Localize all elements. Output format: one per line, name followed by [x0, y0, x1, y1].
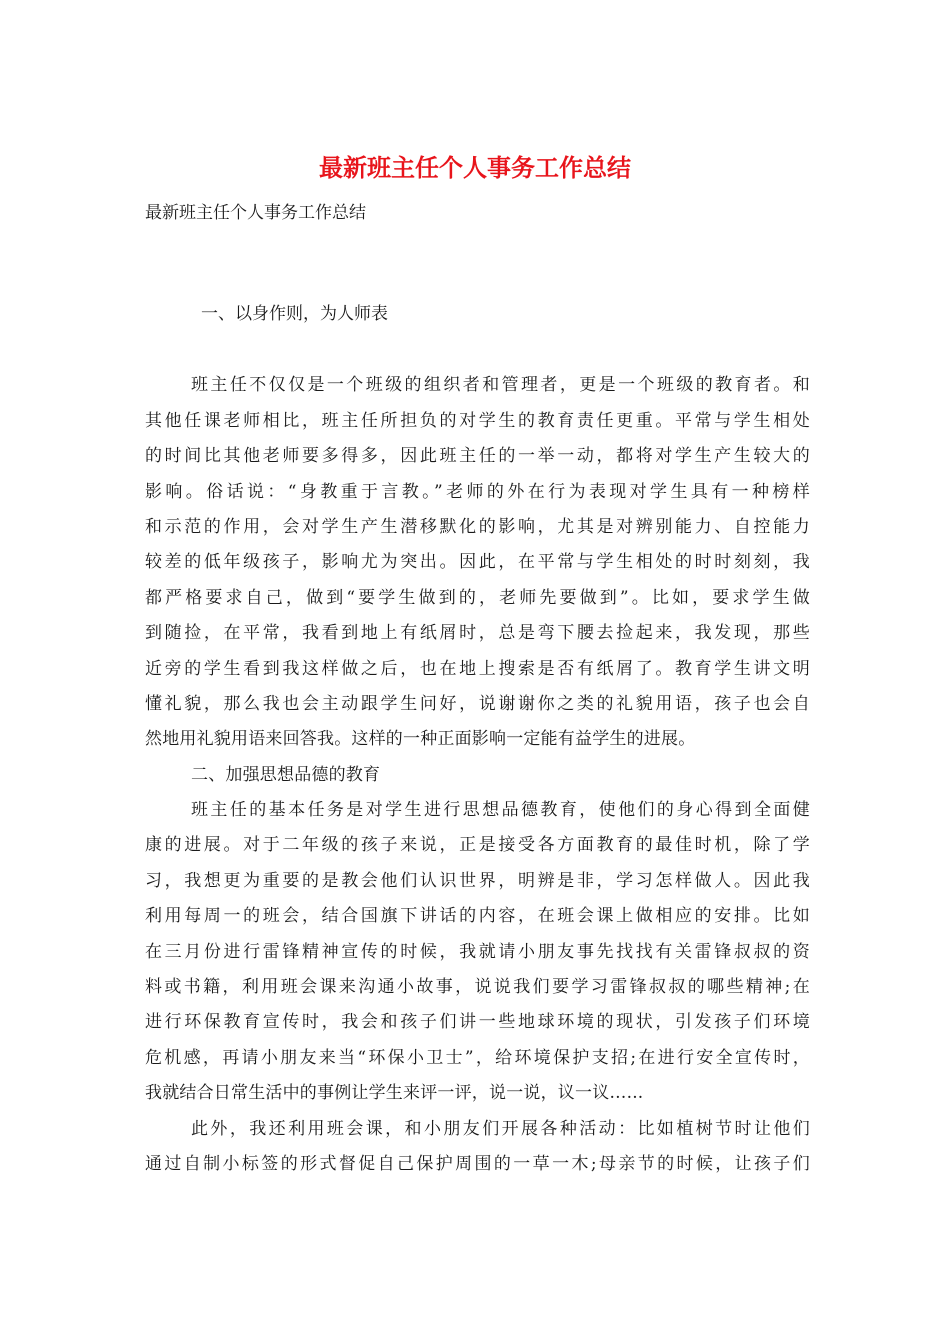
paragraph-line: 较差的低年级孩子，影响尤为突出。因此，在平常与学生相处的时时刻刻，我 — [145, 552, 810, 573]
paragraph-line: 都严格要求自己，做到“要学生做到的，老师先要做到”。比如，要求学生做 — [145, 587, 810, 608]
paragraph-line: 通过自制小标签的形式督促自己保护周围的一草一木;母亲节的时候，让孩子们 — [145, 1153, 810, 1174]
paragraph-line: 此外，我还利用班会课，和小朋友们开展各种活动：比如植树节时让他们 — [191, 1118, 810, 1139]
document-body — [145, 297, 810, 1182]
paragraph-line: 危机感，再请小朋友来当“环保小卫士”，给环境保护支招;在进行安全宣传时， — [145, 1047, 810, 1068]
paragraph-line: 影响。俗话说：“身教重于言教。”老师的外在行为表现对学生具有一种榜样 — [145, 481, 810, 502]
paragraph-line: 利用每周一的班会，结合国旗下讲话的内容，在班会课上做相应的安排。比如 — [145, 906, 810, 927]
paragraph-line: 到随捡，在平常，我看到地上有纸屑时，总是弯下腰去捡起来，我发现，那些 — [145, 623, 810, 644]
paragraph-line: 料或书籍，利用班会课来沟通小故事，说说我们要学习雷锋叔叔的哪些精神;在 — [145, 977, 810, 998]
paragraph-line: 班主任不仅仅是一个班级的组织者和管理者，更是一个班级的教育者。和 — [191, 375, 810, 396]
paragraph-line: 其他任课老师相比，班主任所担负的对学生的教育责任更重。平常与学生相处 — [145, 410, 810, 431]
section-heading-2: 二、加强思想品德的教育 — [191, 764, 381, 785]
document-subtitle: 最新班主任个人事务工作总结 — [145, 203, 366, 223]
paragraph-line: 班主任的基本任务是对学生进行思想品德教育，使他们的身心得到全面健 — [191, 800, 810, 821]
paragraph-line: 在三月份进行雷锋精神宣传的时候，我就请小朋友事先找找有关雷锋叔叔的资 — [145, 941, 810, 962]
paragraph-2 — [145, 793, 810, 1112]
paragraph-line: 进行环保教育宣传时，我会和孩子们讲一些地球环境的现状，引发孩子们环境 — [145, 1012, 810, 1033]
paragraph-line: 康的进展。对于二年级的孩子来说，正是接受各方面教育的最佳时机，除了学 — [145, 835, 810, 856]
paragraph-1 — [145, 368, 810, 757]
paragraph-line: 懂礼貌，那么我也会主动跟学生问好，说谢谢你之类的礼貌用语，孩子也会自 — [145, 693, 810, 714]
section-spacer — [145, 332, 810, 368]
paragraph-line: 近旁的学生看到我这样做之后，也在地上搜索是否有纸屑了。教育学生讲文明 — [145, 658, 810, 679]
paragraph-line: 我就结合日常生活中的事例让学生来评一评，说一说，议一议…... — [145, 1083, 644, 1104]
paragraph-line: 和示范的作用，会对学生产生潜移默化的影响，尤其是对辨别能力、自控能力 — [145, 516, 810, 537]
paragraph-line: 的时间比其他老师要多得多，因此班主任的一举一动，都将对学生产生较大的 — [145, 446, 810, 467]
section-heading-1: 一、以身作则，为人师表 — [201, 304, 388, 324]
paragraph-3 — [145, 1112, 810, 1183]
paragraph-line: 习，我想更为重要的是教会他们认识世界，明辨是非，学习怎样做人。因此我 — [145, 870, 810, 891]
document-title: 最新班主任个人事务工作总结 — [319, 154, 631, 182]
paragraph-line: 然地用礼貌用语来回答我。这样的一种正面影响一定能有益学生的进展。 — [145, 729, 696, 750]
